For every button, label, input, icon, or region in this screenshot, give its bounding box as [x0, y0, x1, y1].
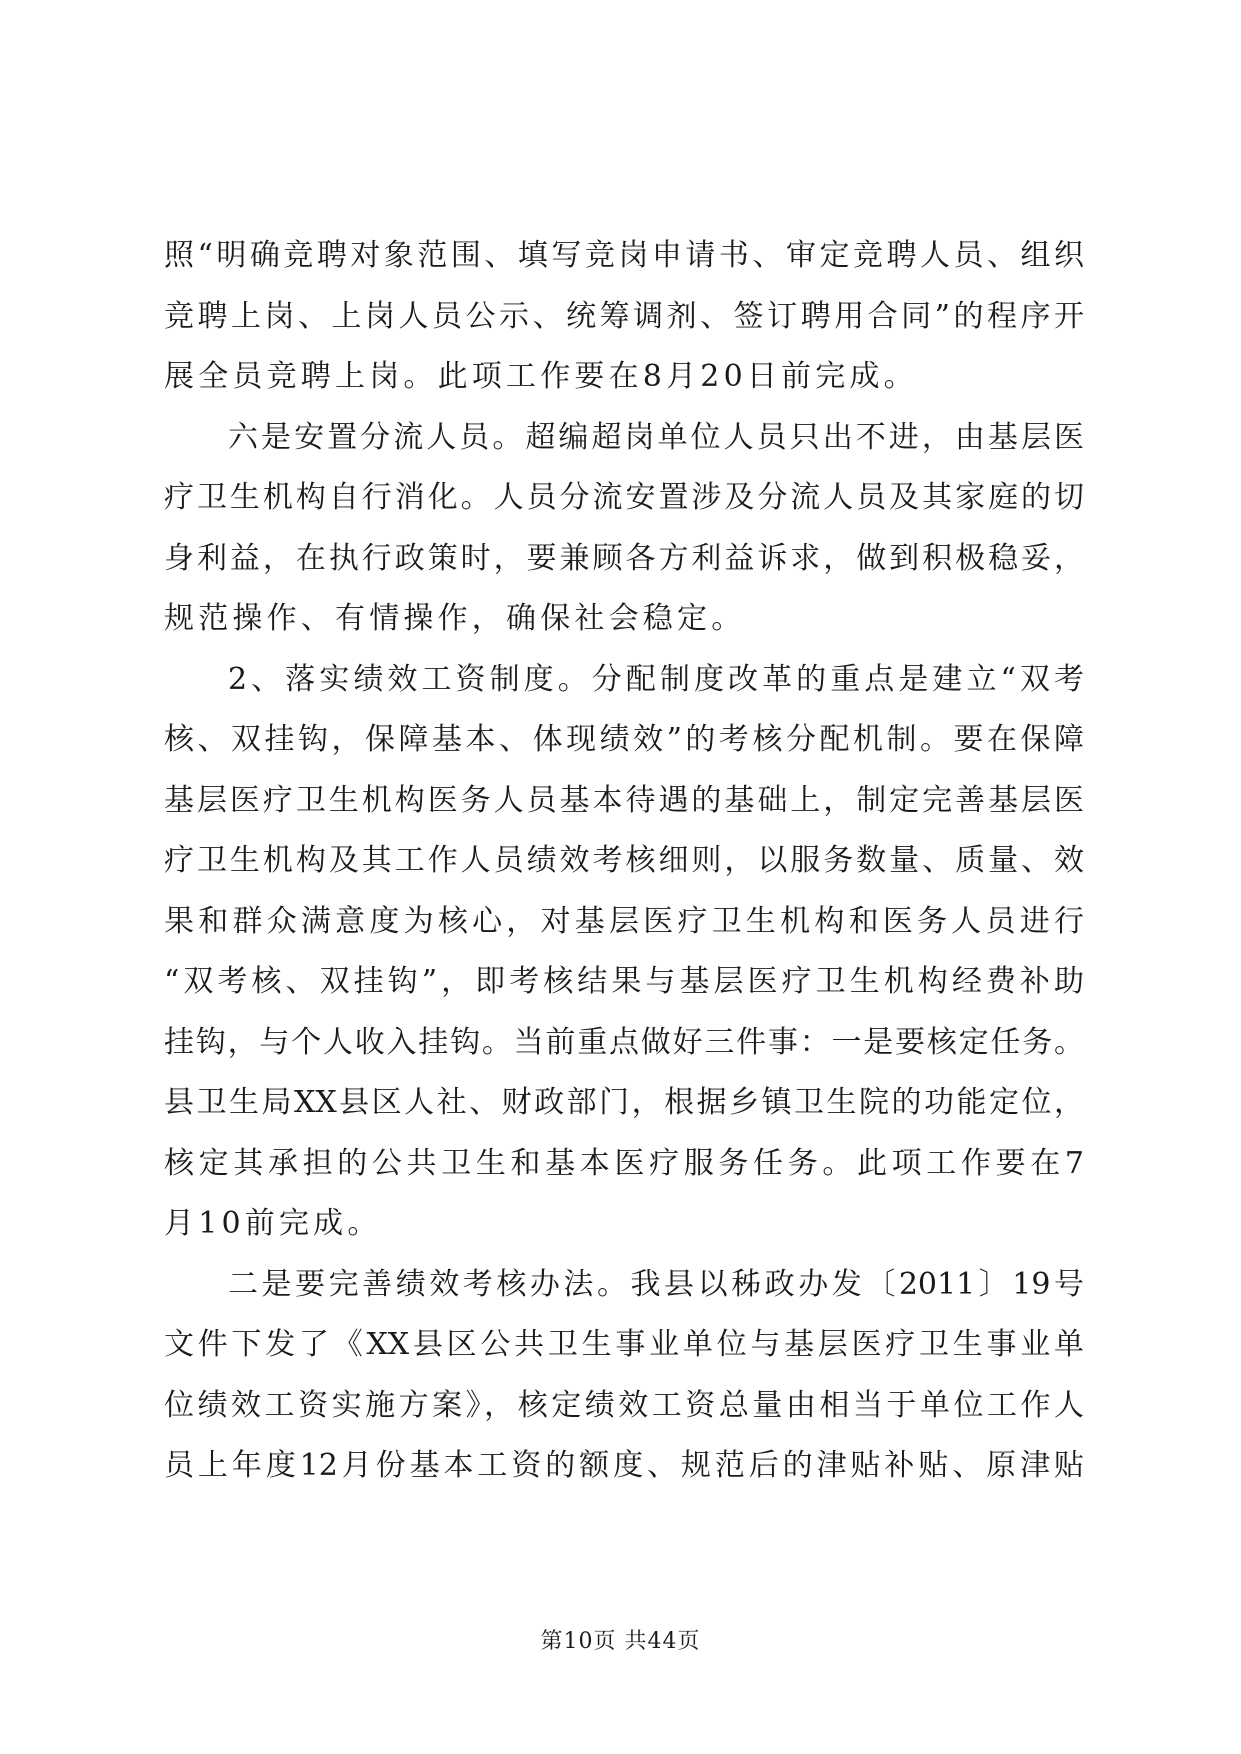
text-line: 文件下发了《XX县区公共卫生事业单位与基层医疗卫生事业单: [164, 1327, 1084, 1362]
text-line: 月10前完成。: [164, 1206, 382, 1241]
text-line: 照“明确竞聘对象范围、填写竞岗申请书、审定竞聘人员、组织: [164, 238, 1084, 273]
text-line: 位绩效工资实施方案》，核定绩效工资总量由相当于单位工作人: [164, 1387, 1084, 1423]
text-line: 核定其承担的公共卫生和基本医疗服务任务。此项工作要在7: [164, 1145, 1084, 1181]
text-line: 挂钩，与个人收入挂钩。当前重点做好三件事：一是要核定任务。: [164, 1024, 1084, 1060]
text-line: 疗卫生机构及其工作人员绩效考核细则，以服务数量、质量、效: [164, 843, 1084, 878]
body-text: [164, 226, 1084, 1497]
text-line: 疗卫生机构自行消化。人员分流安置涉及分流人员及其家庭的切: [164, 480, 1084, 515]
text-line: “双考核、双挂钩”，即考核结果与基层医疗卫生机构经费补助: [164, 964, 1084, 999]
text-line: 果和群众满意度为核心，对基层医疗卫生机构和医务人员进行: [164, 903, 1084, 939]
paragraph-first-line: 2、落实绩效工资制度。分配制度改革的重点是建立“双考: [228, 661, 1084, 697]
text-line: 基层医疗卫生机构医务人员基本待遇的基础上，制定完善基层医: [164, 782, 1084, 818]
text-line: 县卫生局XX县区人社、财政部门，根据乡镇卫生院的功能定位，: [164, 1085, 1084, 1120]
paragraph-first-line: 二是要完善绩效考核办法。我县以秭政办发〔2011〕19号: [228, 1266, 1084, 1302]
text-line: 身利益，在执行政策时，要兼顾各方利益诉求，做到积极稳妥，: [164, 540, 1084, 576]
page-number-footer: 第10页 共44页: [540, 1629, 701, 1654]
text-line: 竞聘上岗、上岗人员公示、统筹调剂、签订聘用合同”的程序开: [164, 298, 1084, 334]
text-line: 核、双挂钩，保障基本、体现绩效”的考核分配机制。要在保障: [164, 722, 1084, 757]
text-line: 员上年度12月份基本工资的额度、规范后的津贴补贴、原津贴: [164, 1448, 1084, 1483]
text-line: 展全员竞聘上岗。此项工作要在8月20日前完成。: [164, 359, 918, 394]
text-line: 规范操作、有情操作，确保社会稳定。: [164, 601, 746, 636]
paragraph-first-line: 六是安置分流人员。超编超岗单位人员只出不进，由基层医: [228, 419, 1084, 455]
